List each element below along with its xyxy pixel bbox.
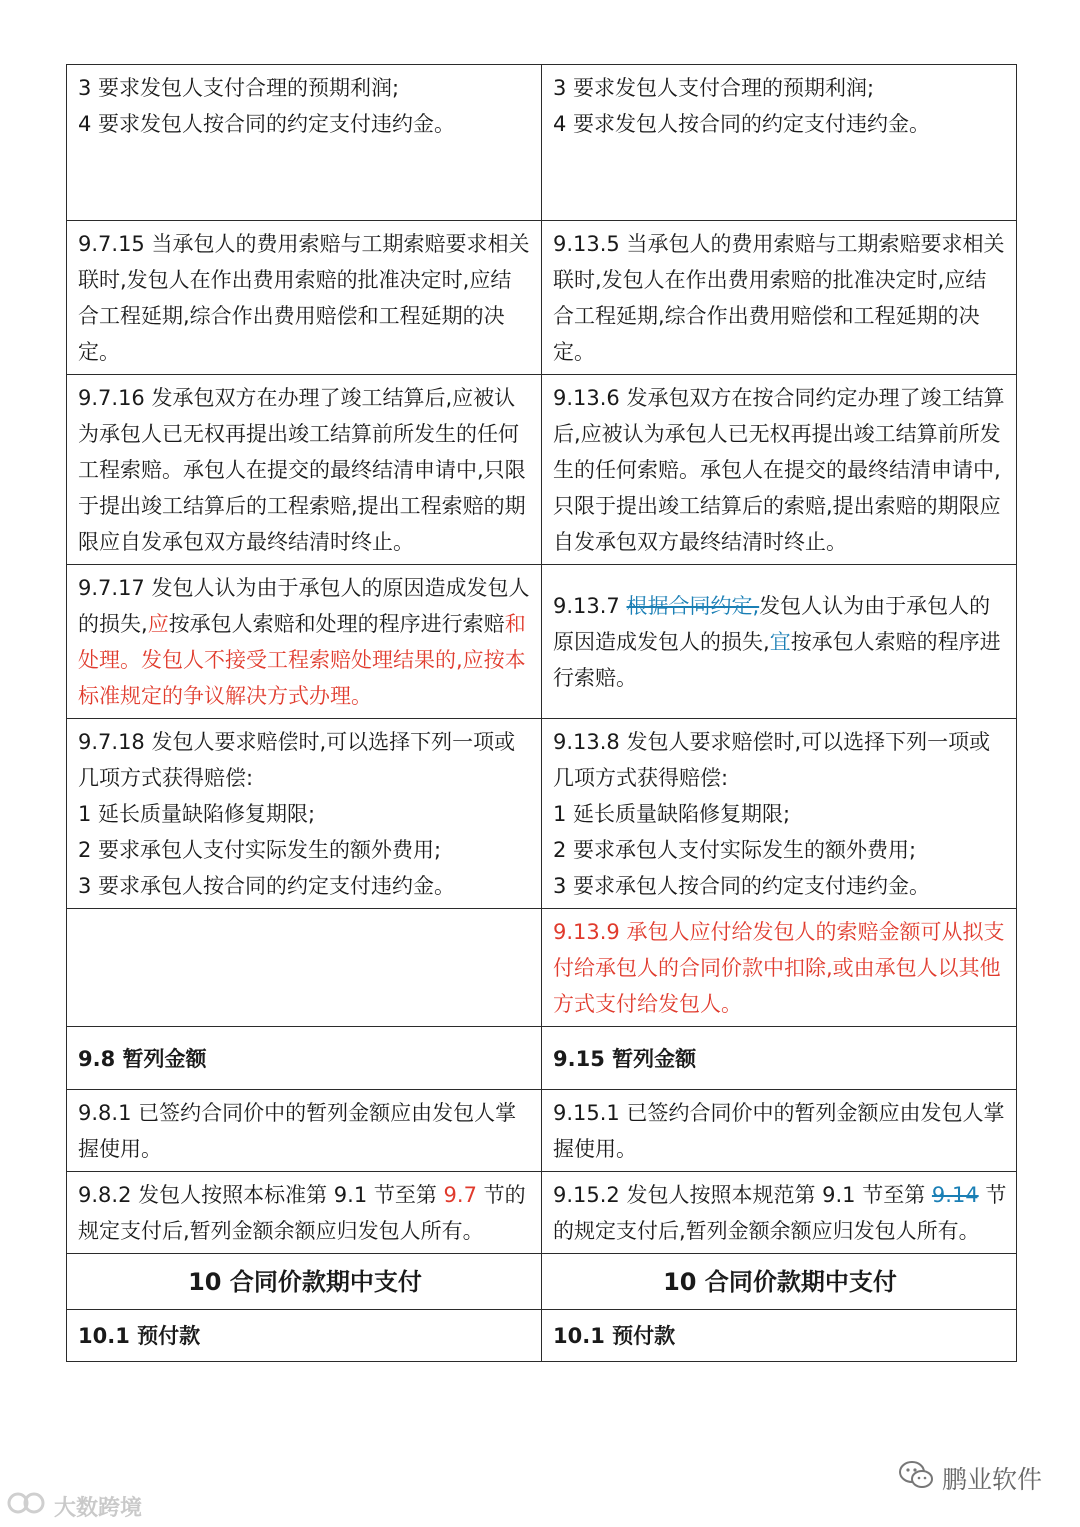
- section-heading: 9.8 暂列金额: [67, 1027, 542, 1090]
- list-item: 1 延长质量缺陷修复期限;: [553, 802, 791, 826]
- left-cell: 9.7.15 当承包人的费用索赔与工期索赔要求相关联时,发包人在作出费用索赔的批准决定时,应结合工程延期,综合作出费用赔偿和工程延期的决定。: [67, 221, 542, 375]
- clause-text: 节的规定支付后,暂列金额余额应归发包人所有。: [553, 1183, 1007, 1243]
- right-cell: [542, 65, 1017, 221]
- section-heading: 10.1 预付款: [542, 1310, 1017, 1362]
- clause-text: 9.13.7: [553, 594, 627, 618]
- clause-text: 9.15.2 发包人按照本规范第 9.1 节至第: [553, 1183, 932, 1207]
- section-heading: 9.15 暂列金额: [542, 1027, 1017, 1090]
- left-cell: [67, 719, 542, 909]
- watermark-text: 大数跨境: [54, 1495, 143, 1521]
- list-item: 2 要求承包人支付实际发生的额外费用;: [553, 838, 917, 862]
- changed-text: 宜: [769, 630, 791, 654]
- list-item: 2 要求承包人支付实际发生的额外费用;: [78, 838, 442, 862]
- chapter-heading-row: [67, 1254, 1017, 1310]
- clause-text: 按承包人索赔和处理的程序进行索赔: [168, 612, 505, 636]
- deleted-text: 9.14: [931, 1183, 979, 1207]
- right-cell: 9.15.1 已签约合同价中的暂列金额应由发包人掌握使用。: [542, 1090, 1017, 1172]
- table-row: [67, 565, 1017, 719]
- list-item: 1 延长质量缺陷修复期限;: [78, 802, 316, 826]
- list-item: 4 要求发包人按合同的约定支付违约金。: [553, 112, 931, 136]
- clause-text: 9.7.17 发包人认为由于承包人的原因造成发包人的损失,: [78, 576, 530, 636]
- right-cell: [542, 565, 1017, 719]
- list-item: 9.13.8 发包人要求赔偿时,可以选择下列一项或几项方式获得赔偿:: [553, 730, 991, 790]
- chapter-heading: 10 合同价款期中支付: [67, 1254, 542, 1310]
- clause-text: 节的规定支付后,暂列金额余额应归发包人所有。: [78, 1183, 526, 1243]
- left-cell: 9.8.1 已签约合同价中的暂列金额应由发包人掌握使用。: [67, 1090, 542, 1172]
- section-heading-row: [67, 1310, 1017, 1362]
- left-cell: [67, 565, 542, 719]
- right-cell: 9.13.5 当承包人的费用索赔与工期索赔要求相关联时,发包人在作出费用索赔的批准决定时,应结合工程延期,综合作出费用赔偿和工程延期的决定。: [542, 221, 1017, 375]
- changed-text: 9.7: [443, 1183, 477, 1207]
- added-text: 应: [147, 612, 169, 636]
- section-heading-row: [67, 1027, 1017, 1090]
- right-cell: [542, 719, 1017, 909]
- right-cell: 9.13.6 发承包双方在按合同约定办理了竣工结算后,应被认为承包人已无权再提出竣工结算前所发生的任何索赔。承包人在提交的最终结清申请中,只限于提出竣工结算后的索赔,提出索赔的期限应自发承包双方最终结清时终止。: [542, 375, 1017, 565]
- right-cell: [542, 1172, 1017, 1254]
- added-text: 和处理。发包人不接受工程索赔处理结果的,应按本标准规定的争议解决方式办理。: [78, 612, 526, 708]
- clause-text: 发包人认为由于承包人的原因造成发包人的损失,: [553, 594, 991, 654]
- table-row: [67, 65, 1017, 221]
- left-cell: [67, 1172, 542, 1254]
- table-row: [67, 719, 1017, 909]
- deleted-text: 根据合同约定,: [626, 594, 760, 618]
- watermark-text: 鹏业软件: [942, 1465, 1043, 1494]
- table-row: [67, 375, 1017, 565]
- clause-text: 按承包人索赔的程序进行索赔。: [553, 630, 1001, 690]
- clause-text: 9.8.2 发包人按照本标准第 9.1 节至第: [78, 1183, 444, 1207]
- left-cell: [67, 909, 542, 1027]
- right-cell: 9.13.9 承包人应付给发包人的索赔金额可从拟支付给承包人的合同价款中扣除,或由承包人以其他方式支付给发包人。: [542, 909, 1017, 1027]
- left-cell: [67, 65, 542, 221]
- list-item: 4 要求发包人按合同的约定支付违约金。: [78, 112, 456, 136]
- list-item: 3 要求承包人按合同的约定支付违约金。: [553, 874, 931, 898]
- chapter-heading: 10 合同价款期中支付: [542, 1254, 1017, 1310]
- comparison-table: [66, 64, 1017, 1362]
- table-row: [67, 909, 1017, 1027]
- list-item: 3 要求承包人按合同的约定支付违约金。: [78, 874, 456, 898]
- logo-icon: [6, 1490, 50, 1522]
- table-row: [67, 1090, 1017, 1172]
- list-item: 3 要求发包人支付合理的预期利润;: [78, 76, 400, 100]
- table-row: [67, 221, 1017, 375]
- left-cell: 9.7.16 发承包双方在办理了竣工结算后,应被认为承包人已无权再提出竣工结算前所发生的任何工程索赔。承包人在提交的最终结清申请中,只限于提出竣工结算后的工程索赔,提出工程索赔的期限应自发承包双方最终结清时终止。: [67, 375, 542, 565]
- table-row: [67, 1172, 1017, 1254]
- watermark-left: [6, 1490, 142, 1522]
- section-heading: 10.1 预付款: [67, 1310, 542, 1362]
- list-item: 3 要求发包人支付合理的预期利润;: [553, 76, 875, 100]
- wechat-icon: [898, 1460, 934, 1496]
- list-item: 9.7.18 发包人要求赔偿时,可以选择下列一项或几项方式获得赔偿:: [78, 730, 516, 790]
- watermark-right: [898, 1460, 1042, 1496]
